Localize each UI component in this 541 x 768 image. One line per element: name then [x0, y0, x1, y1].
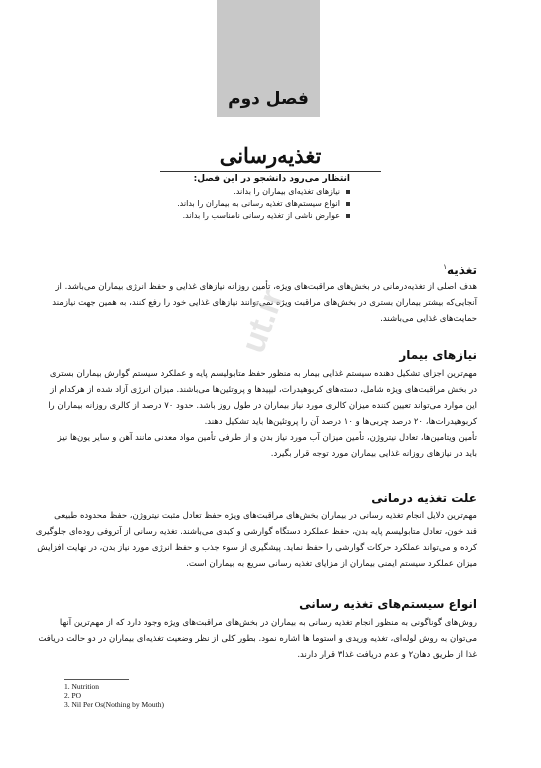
footnote-item: 1. Nutrition — [64, 682, 99, 691]
chapter-title: فصل دوم — [228, 89, 309, 109]
section-paragraph-nutrition-therapy-reason — [35, 508, 477, 572]
objective-item: عوارض ناشی از تغذیه رسانی نامناسب را بداند. — [182, 211, 340, 220]
paragraph-line: آنجایی‌که بیشتر بیماران بستری در بخش‌های مراقبت ویژه نمی‌توانند نیازهای غذایی خود را رفع کنند، به همین جهت نیازمند — [52, 298, 477, 308]
objective-item: انواع سیستم‌های تغذیه رسانی به بیماران را بداند. — [177, 199, 340, 208]
section-heading-nutrition-therapy-reason: علت تغذیه درمانی — [371, 491, 477, 505]
section-paragraph-feeding-systems — [38, 615, 477, 663]
paragraph-line: باید در نیازهای روزانه غذایی بیماران مورد توجه قرار بگیرد. — [270, 449, 477, 459]
paragraph-line: می‌توان به روش لوله‌ای، تغذیه وریدی و استوما ها اشاره نمود. بطور کلی از نظر وضعیت تغذیه‌ای بیماران در دو حالت دریافت — [38, 634, 477, 644]
paragraph-line: کرده و می‌تواند عملکرد حرکات گوارشی را حفظ نماید. پیشگیری از سوء جذب و حفظ انرژی مورد نیاز بدن، در نهایت افزایش — [37, 543, 477, 553]
paragraph-line: مهم‌ترین دلایل انجام تغذیه رسانی در بیماران بخش‌های مراقبت‌های ویژه حفظ تعادل مثبت نیتروژن، حفظ محدوده طبیعی — [54, 511, 477, 521]
paragraph-line: حمایت‌های غذایی می‌باشند. — [380, 314, 477, 324]
footnote-item: 3. Nil Per Os(Nothing by Mouth) — [64, 700, 164, 709]
footnote-marker: ۱ — [443, 263, 447, 271]
section-heading-nutrition — [443, 263, 477, 277]
watermark-text: ut.ir — [233, 284, 292, 358]
section-heading-feeding-systems: انواع سیستم‌های تغذیه رسانی — [299, 597, 477, 611]
main-title: تغذیه‌رسانی — [219, 143, 322, 168]
section-heading-text: تغذیه — [447, 263, 477, 277]
footnote-divider — [64, 679, 129, 680]
title-divider — [160, 171, 381, 172]
paragraph-line: این موارد می‌تواند تعیین کننده میزان کالری مورد نیاز بیماران در طول روز باشد. حدود ۷۰ درصد از کالری روزانه بیماران را — [48, 401, 477, 411]
section-heading-patient-needs: نیازهای بیمار — [399, 348, 477, 362]
paragraph-line: در بخش مراقبت‌های ویژه شامل، دسته‌های کربوهیدرات، لیپیدها و پروتئین‌ها می‌باشند. میزان انرژی آزاد شده از هرکدام از — [50, 385, 477, 395]
footnotes — [64, 682, 164, 709]
footnote-item: 2. PO — [64, 691, 82, 700]
chapter-header-box — [217, 0, 320, 117]
paragraph-line: هدف اصلی از تغذیه‌درمانی در بخش‌های مراقبت‌های ویژه، تأمین روزانه نیازهای غذایی و حفظ انرژی بیماران می‌باشد. از — [55, 282, 477, 292]
paragraph-line: کربوهیدرات‌ها، ۲۰ درصد چربی‌ها و ۱۰ درصد آن را پروتئین‌ها باید تشکیل دهند. — [204, 417, 477, 427]
objectives-heading: انتظار می‌رود دانشجو در این فصل: — [193, 174, 350, 184]
objectives-list — [177, 186, 350, 222]
section-paragraph-patient-needs — [48, 366, 477, 462]
learning-objectives — [177, 174, 350, 222]
paragraph-line: تأمین ویتامین‌ها، تعادل نیتروژن، تأمین میزان آب مورد نیاز بدن و از طرفی تأمین مواد معدنی مانند آهن و سایر یون‌ها نیز — [57, 433, 477, 443]
paragraph-line: روش‌های گوناگونی به منظور انجام تغذیه رسانی به بیماران در بخش‌های مراقبت‌های ویژه وجود دارد که از مهم‌ترین آنها — [59, 618, 477, 628]
paragraph-line: مهم‌ترین اجزای تشکیل دهنده سیستم غذایی بیمار به منظور حفظ متابولیسم پایه و عملکرد سیستم گوارش بیماران بستری — [49, 369, 477, 379]
paragraph-line: میزان عملکرد سیستم ایمنی بیماران از مزایای تغذیه رسانی سریع به بیماران است. — [186, 559, 477, 569]
paragraph-line: غذا از طریق دهان۲ و عدم دریافت غذا۳ قرار دارند. — [297, 650, 477, 660]
objective-item: نیازهای تغذیه‌ای بیماران را بداند. — [190, 186, 340, 198]
paragraph-line: قند خون، تعادل متابولیسم پایه بدن، حفظ عملکرد دستگاه گوارشی و کبدی می‌باشند. تغذیه رسانی از آتروفی روده‌ای جلوگیری — [35, 527, 477, 537]
section-paragraph-nutrition — [52, 279, 477, 327]
